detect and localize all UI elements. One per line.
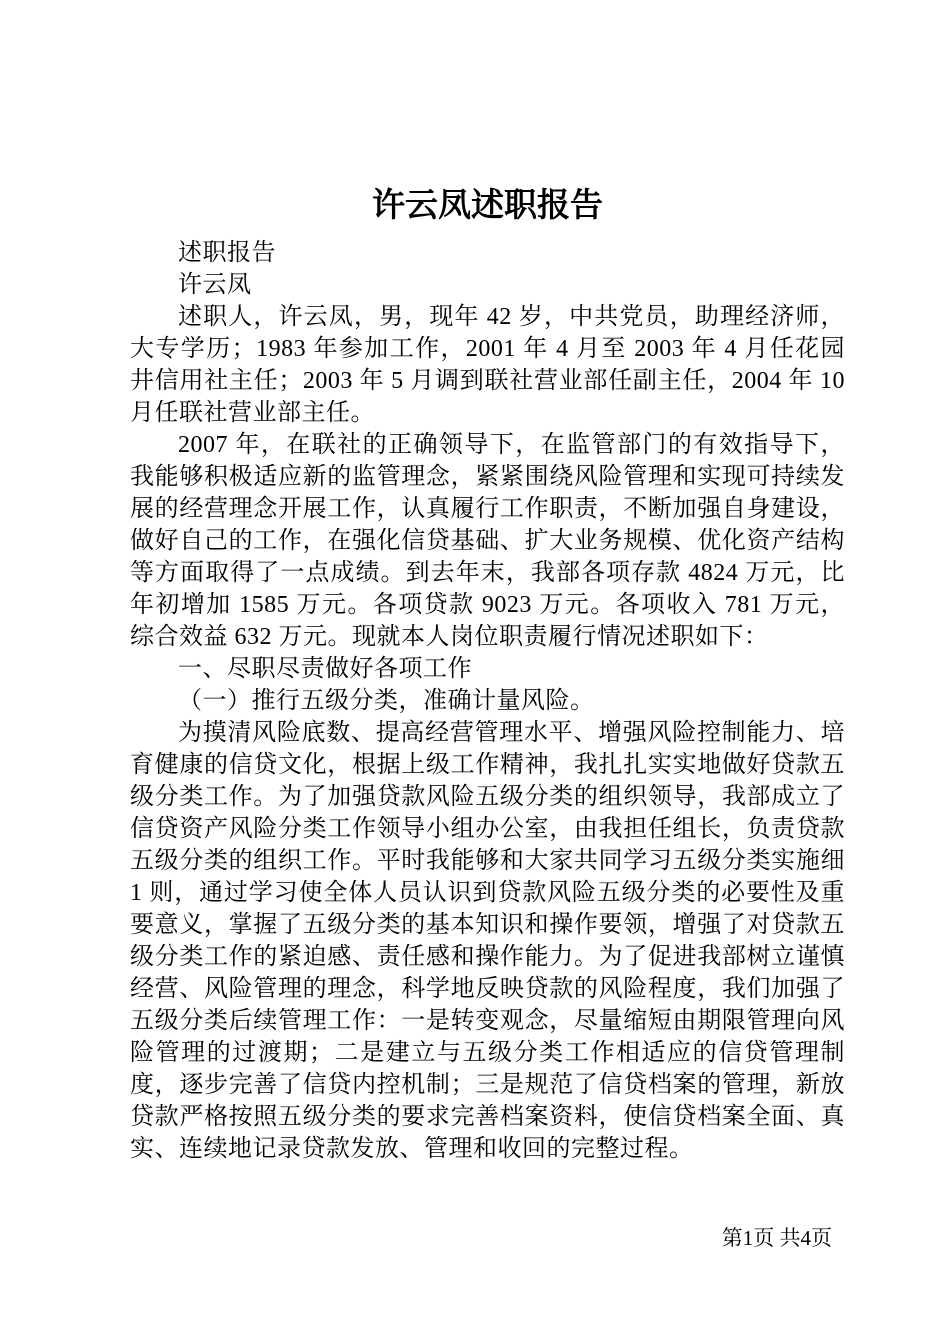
paragraph-author-line: 许云凤 [178,272,252,299]
paragraph-subsection-heading: （一）推行五级分类，准确计量风险。 [178,688,595,715]
paragraph-section-heading: 一、尽职尽责做好各项工作 [178,656,472,683]
paragraph-intro: 述职人，许云凤，男，现年 42 岁，中共党员，助理经济师，大专学历；1983 年参加工作，2001 年 4 月至 2003 年 4 月任花园井信用社主任；2003 年 5 月调到联社营业部任副主任，2004 年 10 月任联社营业部主任。 [130,304,845,427]
document-body [130,237,845,1165]
page-number-label: 第1页 共4页 [721,1226,832,1250]
document-title: 许云凤述职报告 [372,188,603,224]
paragraph-overview: 2007 年，在联社的正确领导下，在监管部门的有效指导下，我能够积极适应新的监管理念，紧紧围绕风险管理和实现可持续发展的经营理念开展工作，认真履行工作职责，不断加强自身建设，做好自己的工作，在强化信贷基础、扩大业务规模、优化资产结构等方面取得了一点成绩。到去年末，我部各项存款 4824 万元，比年初增加 1585 万元。各项贷款 9023 万元。各项收入 781 万元，综合效益 632 万元。现就本人岗位职责履行情况述职如下： [130,432,845,651]
paragraph-detail: 为摸清风险底数、提高经营管理水平、增强风险控制能力、培育健康的信贷文化，根据上级工作精神，我扎扎实实地做好贷款五级分类工作。为了加强贷款风险五级分类的组织领导，我部成立了信贷资产风险分类工作领导小组办公室，由我担任组长，负责贷款五级分类的组织工作。平时我能够和大家共同学习五级分类实施细 1 则，通过学习使全体人员认识到贷款风险五级分类的必要性及重要意义，掌握了五级分类的基本知识和操作要领，增强了对贷款五级分类工作的紧迫感、责任感和操作能力。为了促进我部树立谨慎经营、风险管理的理念，科学地反映贷款的风险程度，我们加强了五级分类后续管理工作：一是转变观念，尽量缩短由期限管理向风险管理的过渡期；二是建立与五级分类工作相适应的信贷管理制度，逐步完善了信贷内控机制；三是规范了信贷档案的管理，新放贷款严格按照五级分类的要求完善档案资料，使信贷档案全面、真实、连续地记录贷款发放、管理和收回的完整过程。 [130,720,845,1163]
page-footer [722,1222,832,1252]
paragraph-heading-line: 述职报告 [178,240,276,267]
